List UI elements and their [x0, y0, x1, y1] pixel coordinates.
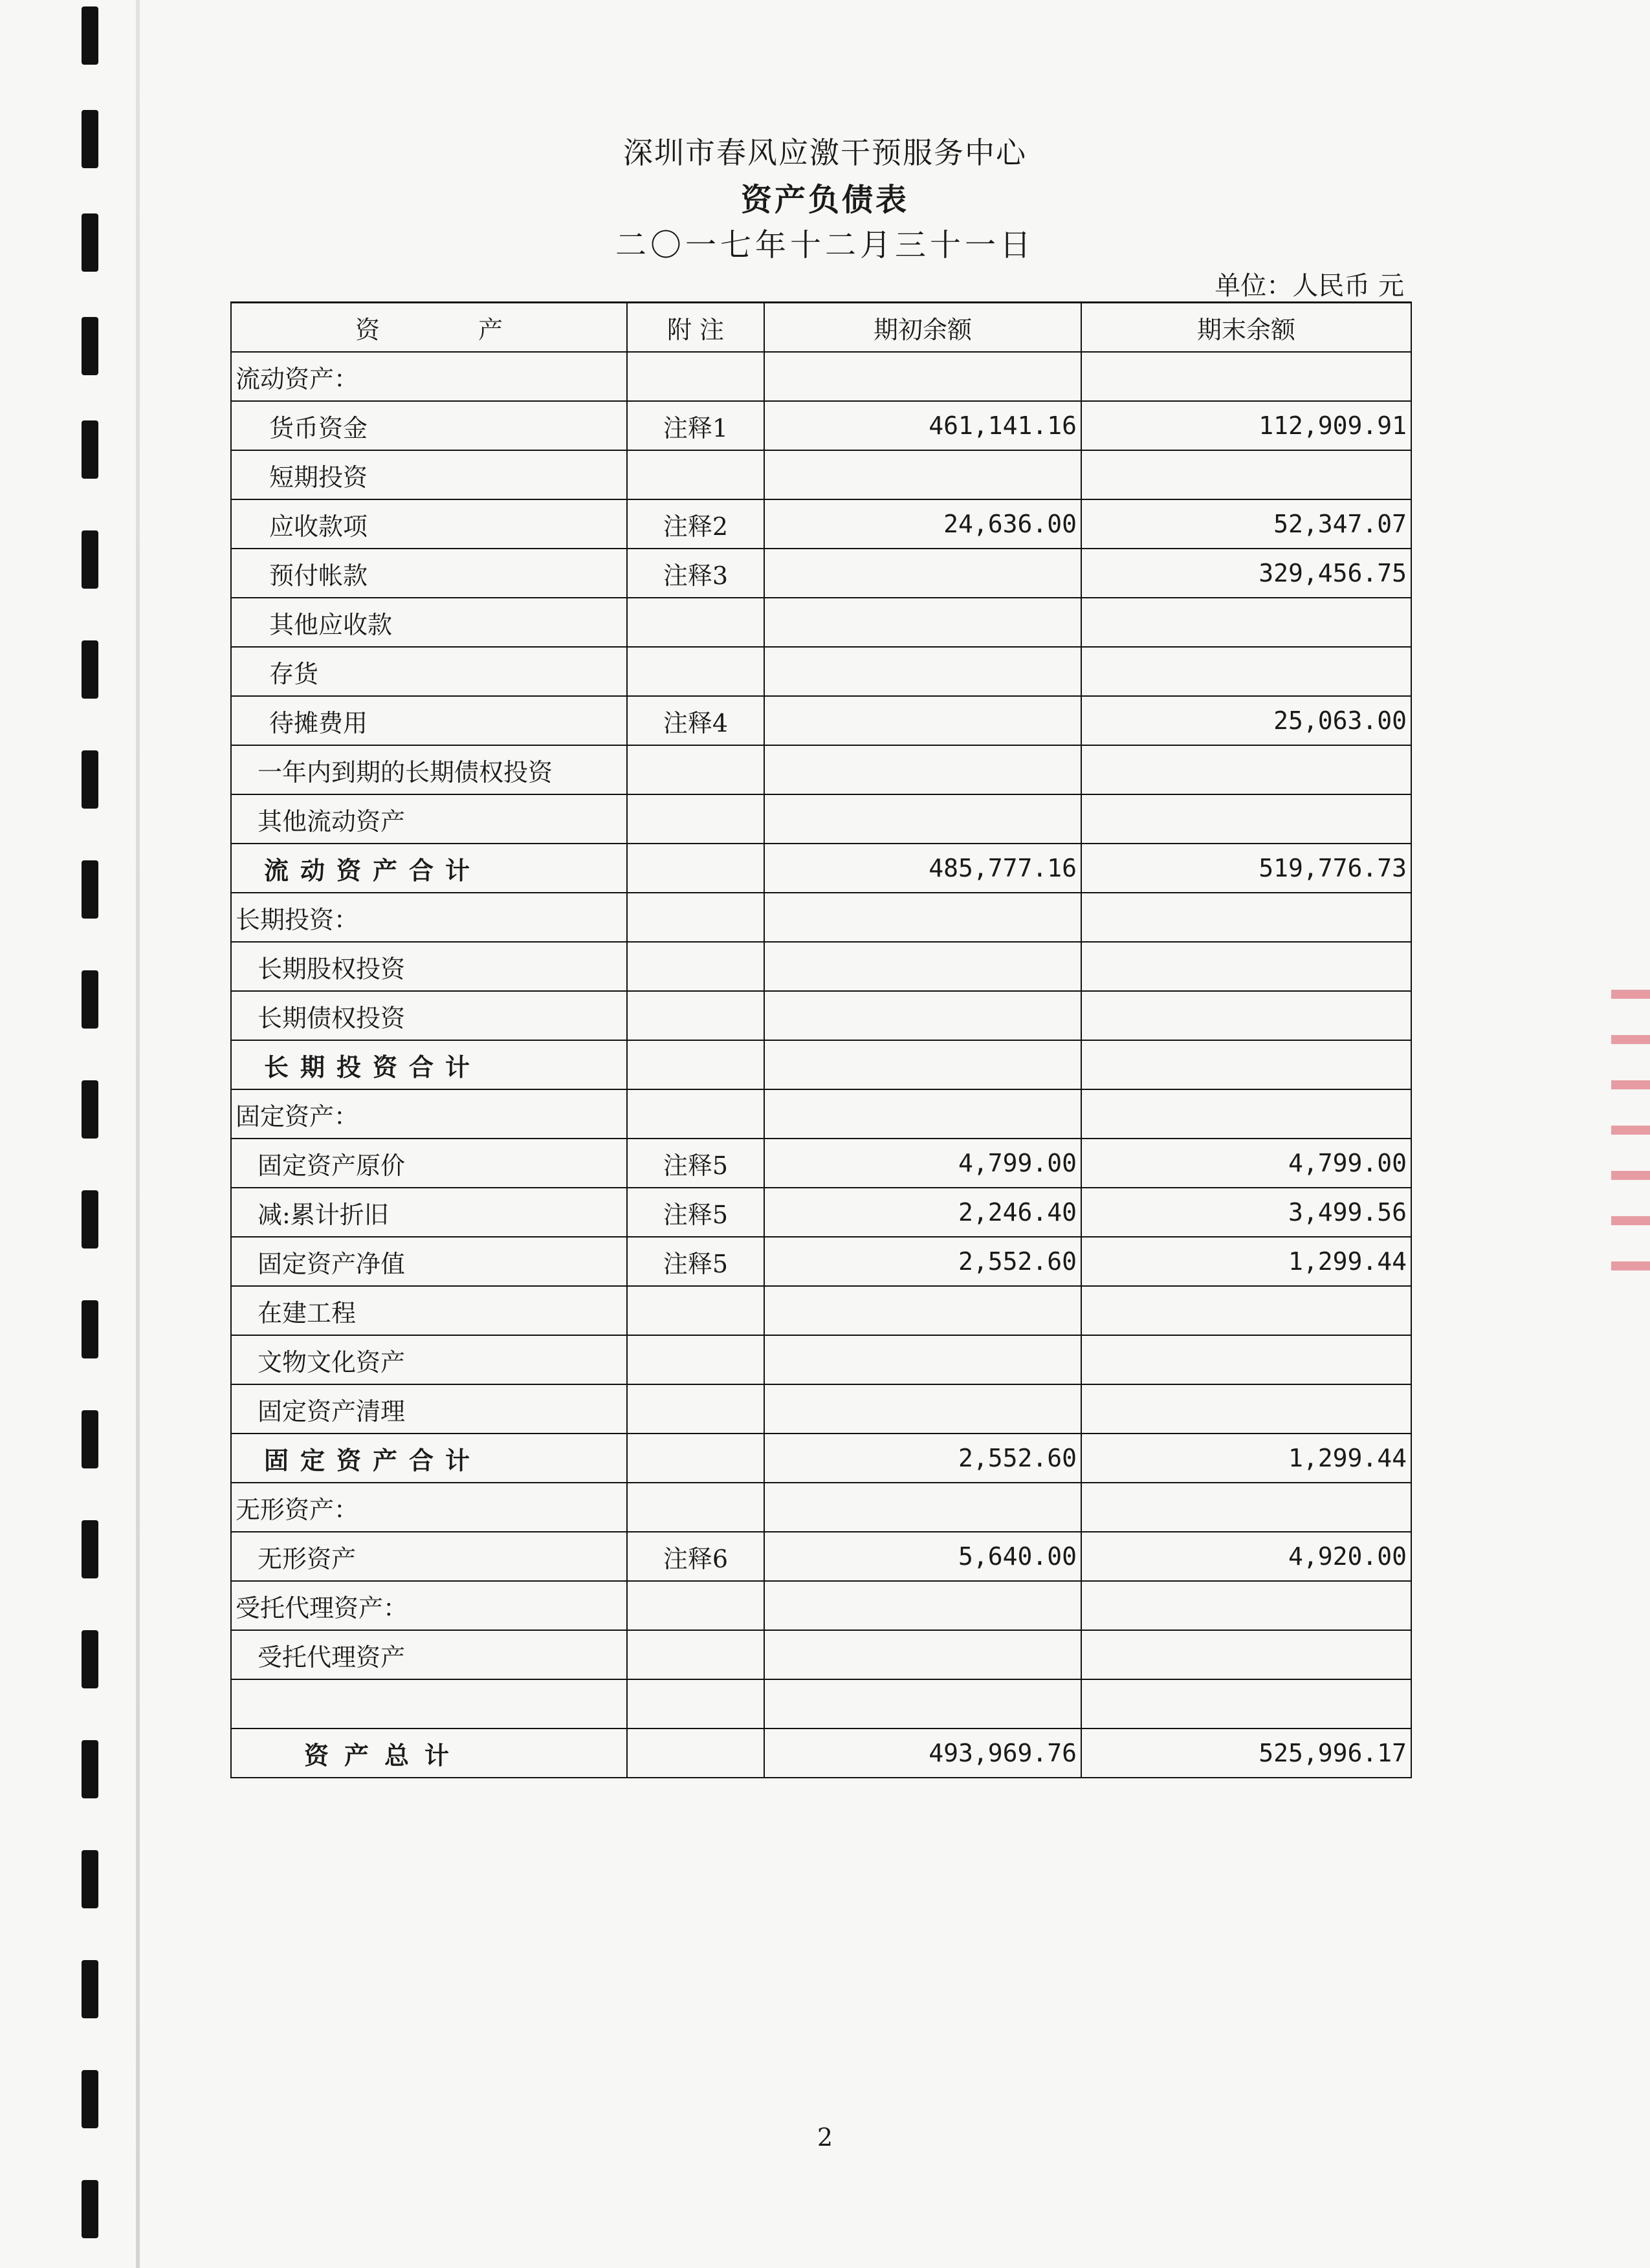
row-closing-balance: 1,299.44 [1081, 1237, 1411, 1286]
row-opening-balance [764, 450, 1081, 499]
table-row [231, 1483, 1411, 1532]
row-label: 受托代理资产 [231, 1630, 627, 1679]
row-opening-balance [764, 1581, 1081, 1630]
row-label: 文物文化资产 [231, 1335, 627, 1384]
row-closing-balance: 25,063.00 [1081, 696, 1411, 745]
row-note [627, 942, 764, 991]
row-note [627, 1679, 764, 1728]
row-note [627, 1434, 764, 1483]
row-closing-balance: 525,996.17 [1081, 1728, 1411, 1778]
row-opening-balance: 485,777.16 [764, 844, 1081, 893]
row-opening-balance: 2,552.60 [764, 1237, 1081, 1286]
binding-hole [82, 317, 98, 375]
table-row [231, 1237, 1411, 1286]
row-label: 在建工程 [231, 1286, 627, 1335]
binding-hole [82, 420, 98, 479]
row-opening-balance [764, 696, 1081, 745]
table-row [231, 696, 1411, 745]
binding-hole [82, 640, 98, 699]
binding-hole [82, 860, 98, 919]
row-closing-balance [1081, 1483, 1411, 1532]
row-note: 注释5 [627, 1237, 764, 1286]
report-title: 资产负债表 [740, 182, 909, 218]
table-row [231, 1089, 1411, 1139]
row-note [627, 991, 764, 1040]
table-row [231, 1139, 1411, 1188]
row-closing-balance [1081, 1384, 1411, 1434]
row-closing-balance [1081, 1679, 1411, 1728]
row-closing-balance [1081, 1335, 1411, 1384]
row-note: 注释3 [627, 549, 764, 598]
binding-hole [82, 1410, 98, 1468]
row-note [627, 1581, 764, 1630]
column-header-notes: 附 注 [627, 303, 764, 353]
binding-hole [82, 2070, 98, 2128]
row-label [231, 1679, 627, 1728]
row-label: 待摊费用 [231, 696, 627, 745]
row-opening-balance [764, 1040, 1081, 1089]
organization-title: 深圳市春风应激干预服务中心 [623, 135, 1027, 170]
table-row [231, 1286, 1411, 1335]
row-closing-balance: 1,299.44 [1081, 1434, 1411, 1483]
table-row [231, 1384, 1411, 1434]
row-label: 货币资金 [231, 401, 627, 450]
row-label: 一年内到期的长期债权投资 [231, 745, 627, 794]
row-label: 受托代理资产： [231, 1581, 627, 1630]
binding-hole [82, 2180, 98, 2238]
row-note [627, 893, 764, 942]
table-row [231, 745, 1411, 794]
row-note: 注释5 [627, 1139, 764, 1188]
row-opening-balance: 2,552.60 [764, 1434, 1081, 1483]
binding-hole [82, 1080, 98, 1139]
row-closing-balance [1081, 352, 1411, 401]
row-label: 预付帐款 [231, 549, 627, 598]
row-label: 固定资产： [231, 1089, 627, 1139]
row-label: 无形资产 [231, 1532, 627, 1581]
row-note [627, 1040, 764, 1089]
table-row [231, 991, 1411, 1040]
binding-hole [82, 1190, 98, 1248]
binding-hole [82, 530, 98, 589]
row-note [627, 745, 764, 794]
row-opening-balance: 4,799.00 [764, 1139, 1081, 1188]
table-row [231, 352, 1411, 401]
row-note [627, 598, 764, 647]
table-row [231, 1630, 1411, 1679]
subtotal-row [231, 1434, 1411, 1483]
binding-hole [82, 1630, 98, 1688]
binding-hole [82, 1850, 98, 1908]
row-label: 其他流动资产 [231, 794, 627, 844]
spiral-binding [71, 0, 110, 2268]
row-label: 无形资产： [231, 1483, 627, 1532]
row-label: 长期股权投资 [231, 942, 627, 991]
row-closing-balance [1081, 598, 1411, 647]
row-opening-balance: 24,636.00 [764, 499, 1081, 549]
table-row [231, 450, 1411, 499]
table-header-row [231, 303, 1411, 353]
row-closing-balance: 4,799.00 [1081, 1139, 1411, 1188]
row-note [627, 844, 764, 893]
row-closing-balance: 4,920.00 [1081, 1532, 1411, 1581]
table-row [231, 499, 1411, 549]
binding-hole [82, 750, 98, 809]
row-opening-balance [764, 549, 1081, 598]
row-label: 流动资产： [231, 352, 627, 401]
row-label: 固定资产原价 [231, 1139, 627, 1188]
row-opening-balance [764, 745, 1081, 794]
row-note [627, 1286, 764, 1335]
row-opening-balance [764, 942, 1081, 991]
row-opening-balance [764, 1384, 1081, 1434]
row-opening-balance [764, 1679, 1081, 1728]
balance-sheet-table [230, 301, 1412, 1778]
page-number: 2 [817, 2123, 833, 2152]
table-row [231, 1532, 1411, 1581]
row-label: 长期投资合计 [231, 1040, 627, 1089]
table-row [231, 647, 1411, 696]
row-closing-balance: 519,776.73 [1081, 844, 1411, 893]
row-closing-balance [1081, 794, 1411, 844]
row-label: 存货 [231, 647, 627, 696]
row-note [627, 647, 764, 696]
row-closing-balance [1081, 1581, 1411, 1630]
row-closing-balance [1081, 745, 1411, 794]
table-row [231, 1679, 1411, 1728]
row-closing-balance [1081, 942, 1411, 991]
row-note: 注释2 [627, 499, 764, 549]
row-closing-balance [1081, 647, 1411, 696]
row-closing-balance [1081, 1286, 1411, 1335]
column-header-closing-balance: 期末余额 [1081, 303, 1411, 353]
row-label: 应收款项 [231, 499, 627, 549]
row-opening-balance [764, 1630, 1081, 1679]
row-opening-balance: 5,640.00 [764, 1532, 1081, 1581]
row-note [627, 1089, 764, 1139]
row-label: 其他应收款 [231, 598, 627, 647]
table-row [231, 893, 1411, 942]
binding-hole [82, 6, 98, 65]
column-header-opening-balance: 期初余额 [764, 303, 1081, 353]
row-note [627, 1335, 764, 1384]
row-opening-balance [764, 647, 1081, 696]
table-row [231, 1335, 1411, 1384]
binding-hole [82, 1300, 98, 1358]
binding-hole [82, 1960, 98, 2018]
row-opening-balance [764, 991, 1081, 1040]
row-label: 流动资产合计 [231, 844, 627, 893]
table-row [231, 1188, 1411, 1237]
row-closing-balance: 3,499.56 [1081, 1188, 1411, 1237]
row-closing-balance: 329,456.75 [1081, 549, 1411, 598]
row-opening-balance: 493,969.76 [764, 1728, 1081, 1778]
row-closing-balance [1081, 1040, 1411, 1089]
row-label: 资产总计 [231, 1728, 627, 1778]
column-header-assets: 资 产 [231, 303, 627, 353]
row-opening-balance [764, 1335, 1081, 1384]
row-label: 固定资产合计 [231, 1434, 627, 1483]
row-opening-balance [764, 893, 1081, 942]
row-opening-balance [764, 1089, 1081, 1139]
row-note: 注释5 [627, 1188, 764, 1237]
row-label: 减:累计折旧 [231, 1188, 627, 1237]
row-note [627, 450, 764, 499]
row-opening-balance [764, 598, 1081, 647]
row-closing-balance [1081, 991, 1411, 1040]
row-opening-balance [764, 794, 1081, 844]
row-note [627, 1728, 764, 1778]
row-opening-balance [764, 352, 1081, 401]
row-opening-balance [764, 1286, 1081, 1335]
subtotal-row [231, 844, 1411, 893]
row-opening-balance [764, 1483, 1081, 1532]
table-row [231, 598, 1411, 647]
table-row [231, 794, 1411, 844]
table-row [231, 1581, 1411, 1630]
row-note [627, 794, 764, 844]
row-note [627, 1630, 764, 1679]
row-label: 短期投资 [231, 450, 627, 499]
report-date: 二〇一七年十二月三十一日 [615, 227, 1035, 263]
binding-hole [82, 970, 98, 1029]
table-row [231, 401, 1411, 450]
row-label: 长期投资： [231, 893, 627, 942]
binding-hole [82, 1740, 98, 1798]
row-note [627, 1384, 764, 1434]
binding-shadow [136, 0, 140, 2268]
row-note [627, 1483, 764, 1532]
row-opening-balance: 2,246.40 [764, 1188, 1081, 1237]
row-closing-balance [1081, 1089, 1411, 1139]
row-closing-balance [1081, 893, 1411, 942]
table-row [231, 549, 1411, 598]
row-label: 长期债权投资 [231, 991, 627, 1040]
row-label: 固定资产净值 [231, 1237, 627, 1286]
row-opening-balance: 461,141.16 [764, 401, 1081, 450]
binding-hole [82, 1520, 98, 1578]
row-note: 注释6 [627, 1532, 764, 1581]
grand-total-row [231, 1728, 1411, 1778]
row-closing-balance: 52,347.07 [1081, 499, 1411, 549]
table-row [231, 942, 1411, 991]
row-closing-balance: 112,909.91 [1081, 401, 1411, 450]
row-label: 固定资产清理 [231, 1384, 627, 1434]
currency-unit: 单位：人民币 元 [1215, 271, 1404, 301]
row-closing-balance [1081, 450, 1411, 499]
red-seal-stamp-edge [1611, 970, 1650, 1307]
row-closing-balance [1081, 1630, 1411, 1679]
row-note: 注释1 [627, 401, 764, 450]
row-note: 注释4 [627, 696, 764, 745]
subtotal-row [231, 1040, 1411, 1089]
row-note [627, 352, 764, 401]
